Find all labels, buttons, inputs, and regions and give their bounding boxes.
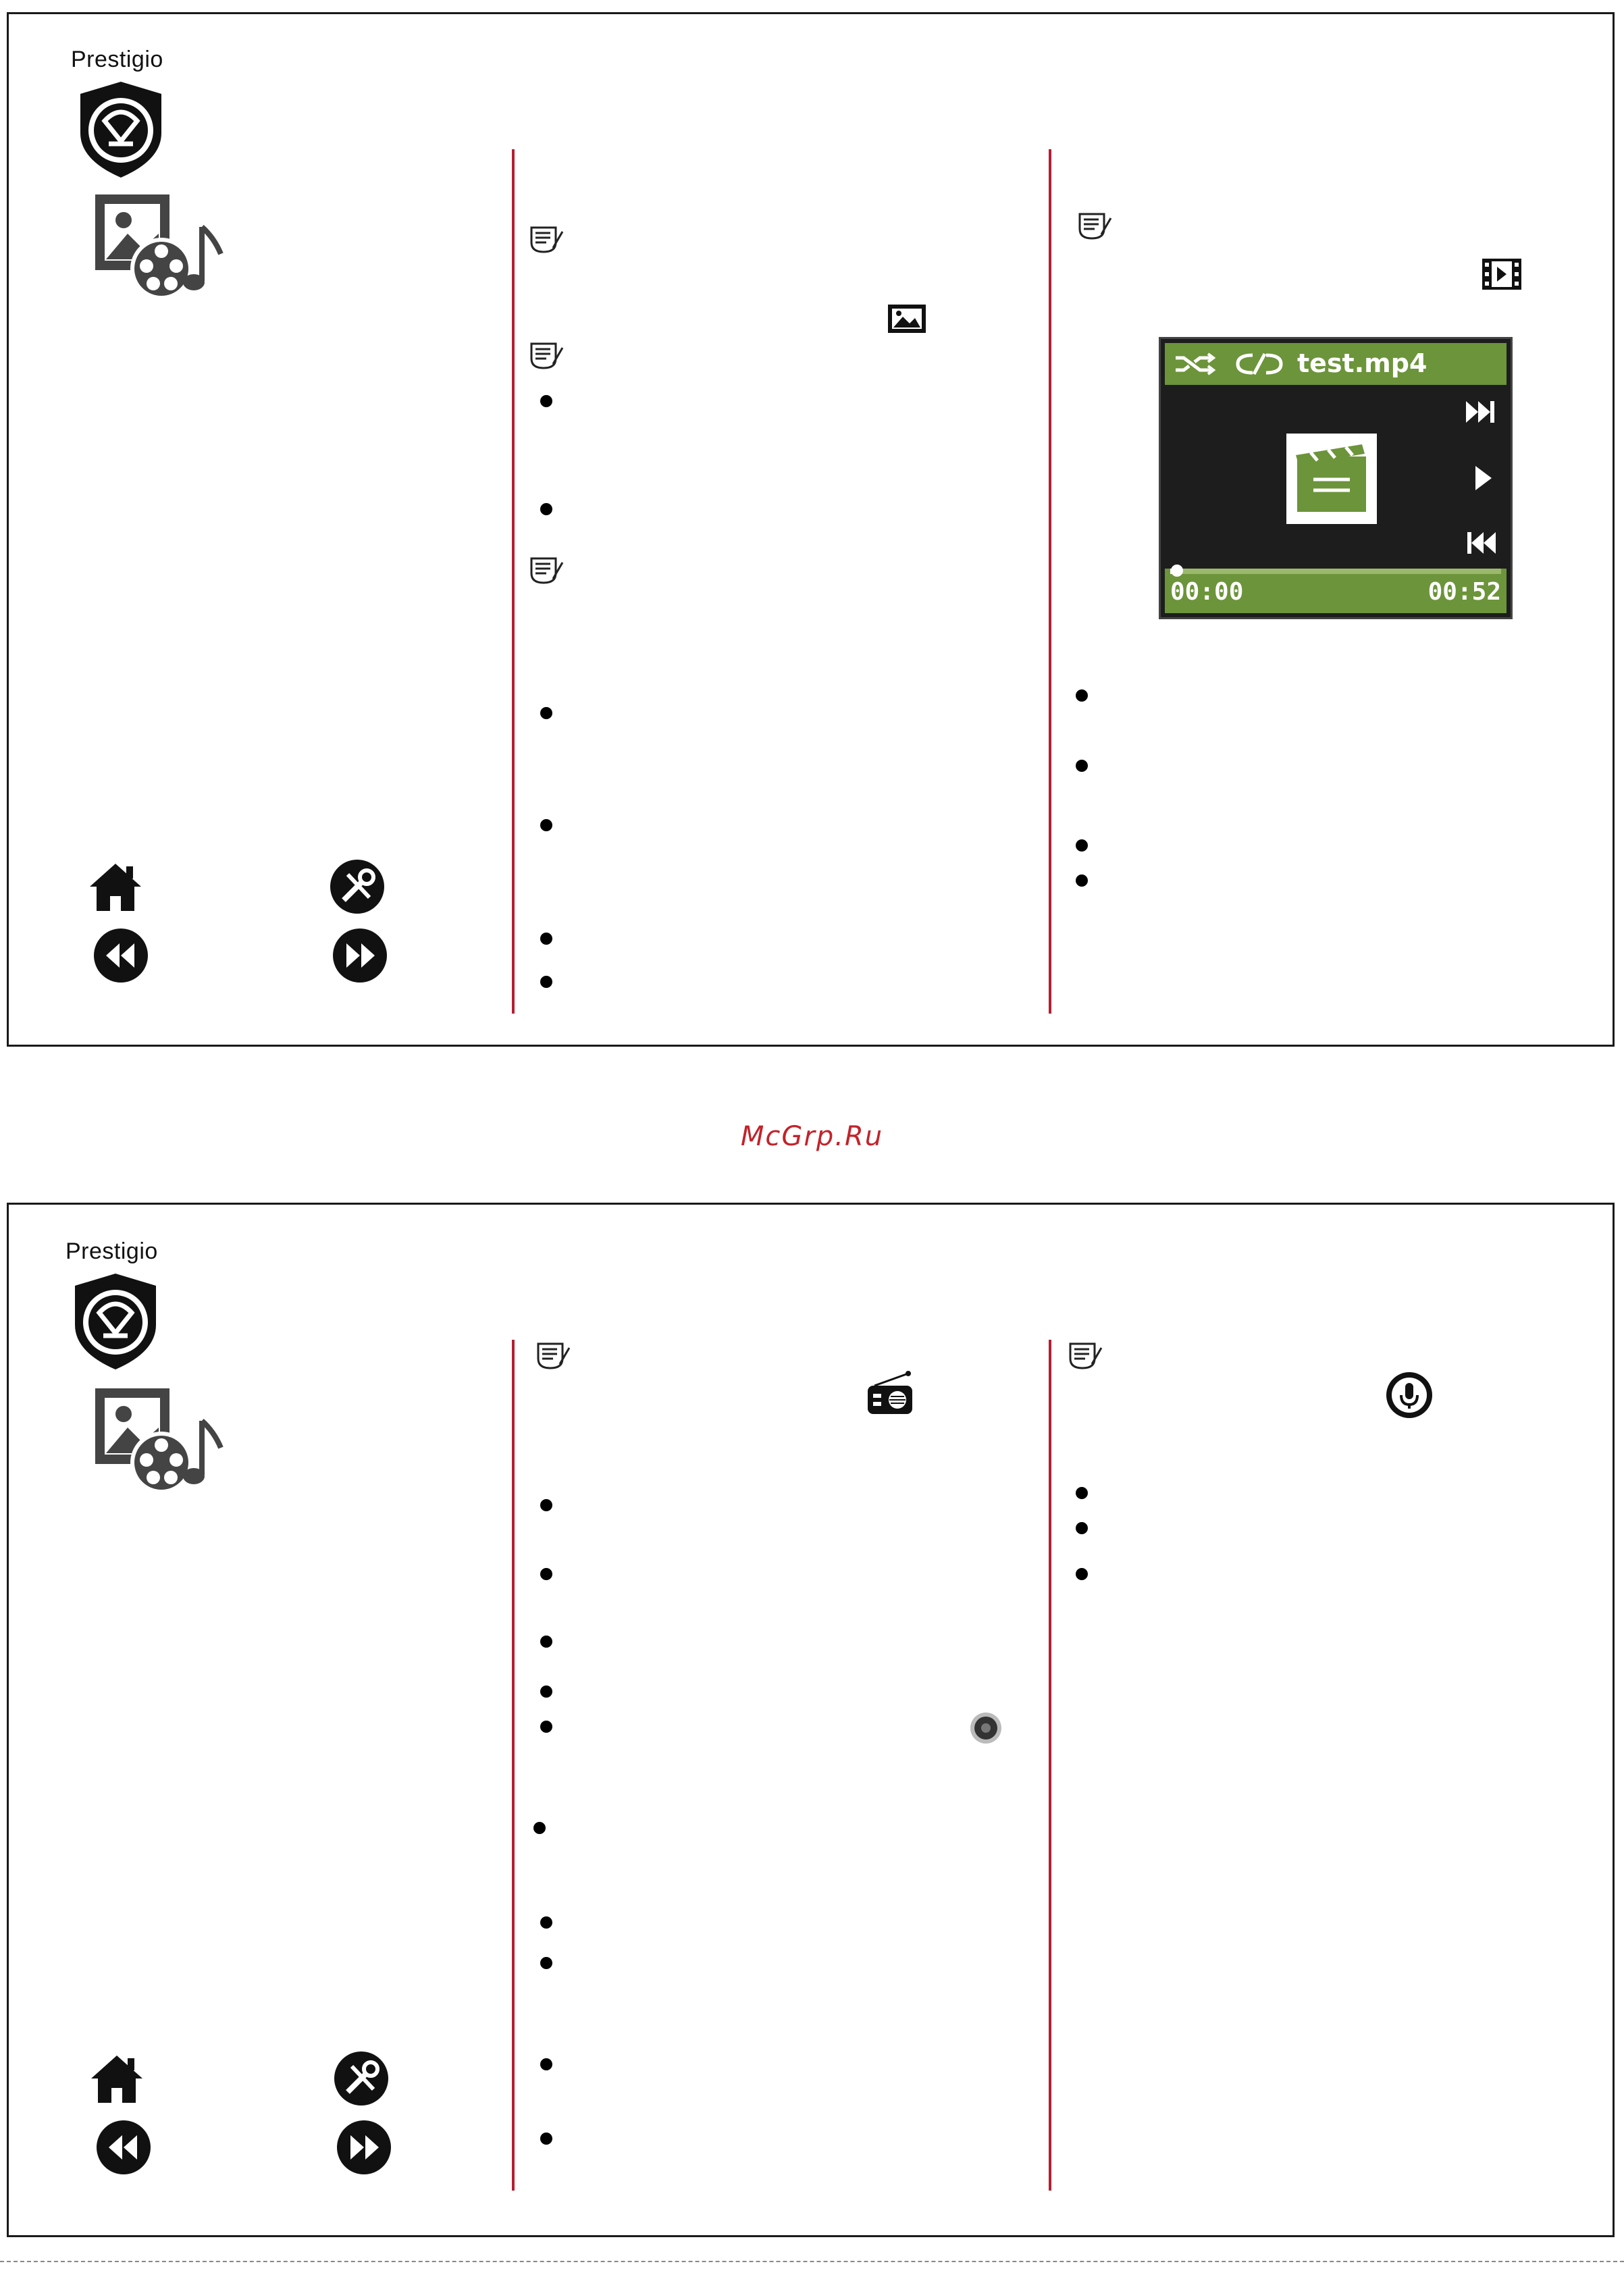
list-bullet xyxy=(1076,839,1088,852)
next-track-icon[interactable] xyxy=(1465,400,1497,424)
list-bullet xyxy=(1076,1487,1088,1499)
radio-icon xyxy=(866,1371,914,1415)
tools-icon[interactable] xyxy=(333,2050,390,2107)
photo-icon xyxy=(887,303,927,334)
fast-forward-icon[interactable] xyxy=(332,927,388,984)
list-bullet xyxy=(1076,1568,1088,1580)
rewind-icon[interactable] xyxy=(93,927,149,984)
list-bullet xyxy=(540,1721,552,1733)
brand-name: Prestigio xyxy=(71,47,163,72)
repeat-off-icon xyxy=(1232,351,1286,377)
note-pencil-icon xyxy=(1068,1341,1104,1371)
fast-forward-icon[interactable] xyxy=(336,2119,392,2176)
column-divider xyxy=(1049,1340,1051,2191)
list-bullet xyxy=(540,1957,552,1969)
tools-icon[interactable] xyxy=(329,858,386,915)
elapsed-time: 00:00 xyxy=(1170,578,1244,606)
column-divider xyxy=(1049,149,1051,1014)
list-bullet xyxy=(540,707,552,719)
record-button-icon xyxy=(969,1711,1003,1745)
progress-bar[interactable] xyxy=(1170,569,1501,574)
list-bullet xyxy=(533,1822,546,1834)
prestigio-logo-icon xyxy=(70,1271,161,1372)
total-time: 00:52 xyxy=(1427,578,1501,606)
media-section-icon xyxy=(94,1387,229,1502)
column-divider xyxy=(512,1340,515,2191)
previous-track-icon[interactable] xyxy=(1465,531,1497,555)
video-filename: test.mp4 xyxy=(1297,348,1427,378)
player-title-bar xyxy=(1165,343,1507,385)
video-player-screen xyxy=(1159,337,1513,619)
list-bullet xyxy=(540,395,552,407)
list-bullet xyxy=(540,819,552,831)
list-bullet xyxy=(540,2058,552,2070)
clapperboard-icon xyxy=(1286,434,1377,524)
note-pencil-icon xyxy=(529,225,565,255)
manual-page-1 xyxy=(7,12,1615,1047)
column-divider xyxy=(512,149,515,1014)
list-bullet xyxy=(1076,874,1088,887)
list-bullet xyxy=(540,1499,552,1511)
page-footer-line xyxy=(0,2261,1624,2262)
list-bullet xyxy=(540,1568,552,1580)
watermark: McGrp.Ru xyxy=(740,1121,884,1152)
note-pencil-icon xyxy=(529,556,565,585)
list-bullet xyxy=(1076,1522,1088,1534)
shuffle-icon xyxy=(1173,352,1216,375)
play-icon[interactable] xyxy=(1474,465,1493,492)
brand-name: Prestigio xyxy=(66,1238,158,1264)
manual-page-2 xyxy=(7,1203,1615,2237)
list-bullet xyxy=(540,976,552,988)
list-bullet xyxy=(540,1636,552,1648)
list-bullet xyxy=(1076,689,1088,702)
list-bullet xyxy=(540,1685,552,1698)
list-bullet xyxy=(540,503,552,515)
home-icon[interactable] xyxy=(87,858,144,915)
player-status-bar xyxy=(1165,569,1507,613)
list-bullet xyxy=(1076,760,1088,772)
prestigio-logo-icon xyxy=(75,79,167,180)
list-bullet xyxy=(540,933,552,945)
media-section-icon xyxy=(94,193,229,308)
home-icon[interactable] xyxy=(88,2050,145,2107)
note-pencil-icon xyxy=(529,341,565,371)
film-play-icon xyxy=(1481,257,1523,291)
progress-knob[interactable] xyxy=(1171,565,1183,577)
microphone-icon xyxy=(1385,1371,1434,1419)
note-pencil-icon xyxy=(1077,211,1114,241)
note-pencil-icon xyxy=(535,1341,572,1371)
list-bullet xyxy=(540,1916,552,1929)
list-bullet xyxy=(540,2133,552,2145)
rewind-icon[interactable] xyxy=(95,2119,152,2176)
